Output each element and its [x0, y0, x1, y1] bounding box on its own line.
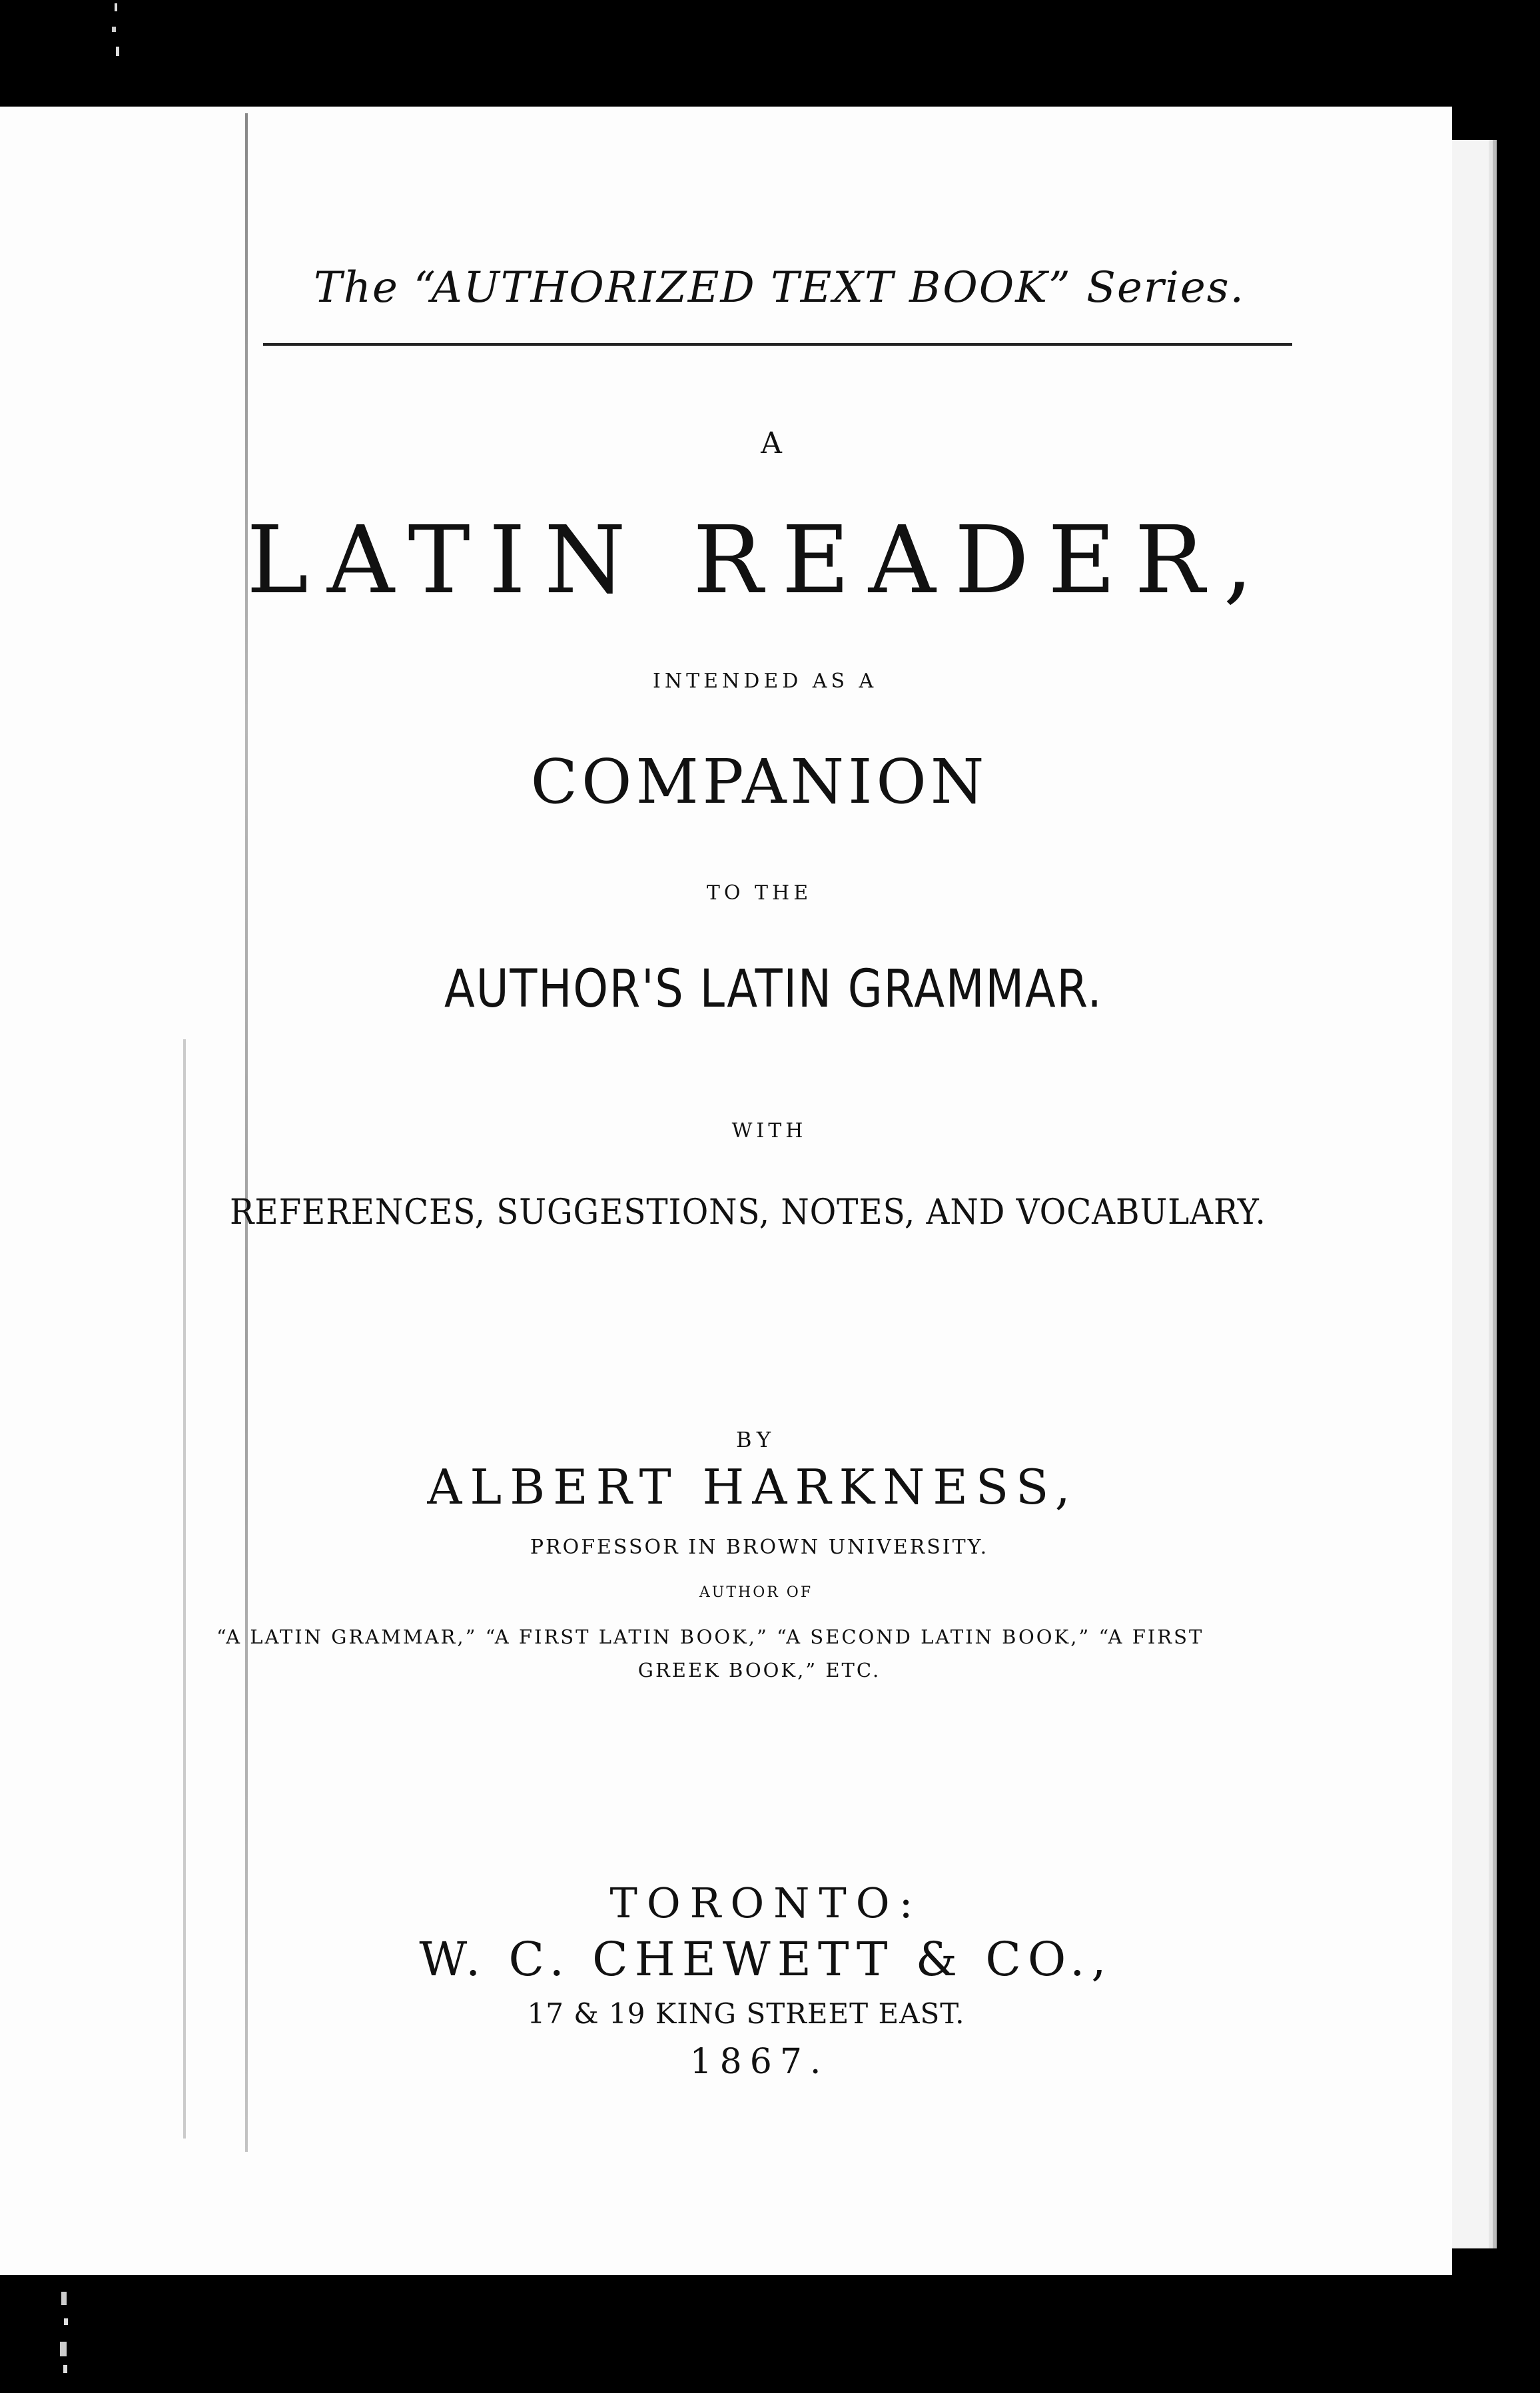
intended-as-line: INTENDED AS A	[653, 670, 878, 693]
author-of-line: AUTHOR OF	[699, 1584, 813, 1601]
series-heading: The “AUTHORIZED TEXT BOOK” Series.	[314, 263, 1245, 312]
imprint-year: 1867.	[689, 2042, 829, 2082]
series-rule	[263, 343, 1292, 346]
main-title: LATIN READER,	[246, 506, 1272, 615]
scan-specks-top	[107, 0, 127, 73]
with-line: WITH	[731, 1119, 807, 1143]
works-line-2: GREEK BOOK,” ETC.	[637, 1659, 881, 1681]
imprint-city: TORONTO:	[609, 1879, 923, 1927]
references-line: REFERENCES, SUGGESTIONS, NOTES, AND VOCABULARY.	[230, 1193, 1266, 1232]
companion-line: COMPANION	[530, 746, 988, 817]
works-line-1: “A LATIN GRAMMAR,” “A FIRST LATIN BOOK,” “A SECOND LATIN BOOK,” “A FIRST	[216, 1626, 1204, 1648]
by-line: BY	[735, 1427, 777, 1452]
to-the-line: TO THE	[706, 881, 813, 905]
gutter-shadow	[245, 113, 248, 2152]
grammar-line: AUTHOR'S LATIN GRAMMAR.	[444, 959, 1103, 1019]
scan-specks-bottom	[53, 2285, 80, 2385]
title-article: A	[761, 426, 785, 460]
imprint-address: 17 & 19 KING STREET EAST.	[527, 1997, 965, 2030]
gutter-shadow-lower	[183, 1039, 186, 2139]
imprint-publisher: W. C. CHEWETT & CO.,	[419, 1932, 1113, 1987]
author-position: PROFESSOR IN BROWN UNIVERSITY.	[530, 1536, 989, 1559]
author-name: ALBERT HARKNESS,	[427, 1459, 1078, 1515]
